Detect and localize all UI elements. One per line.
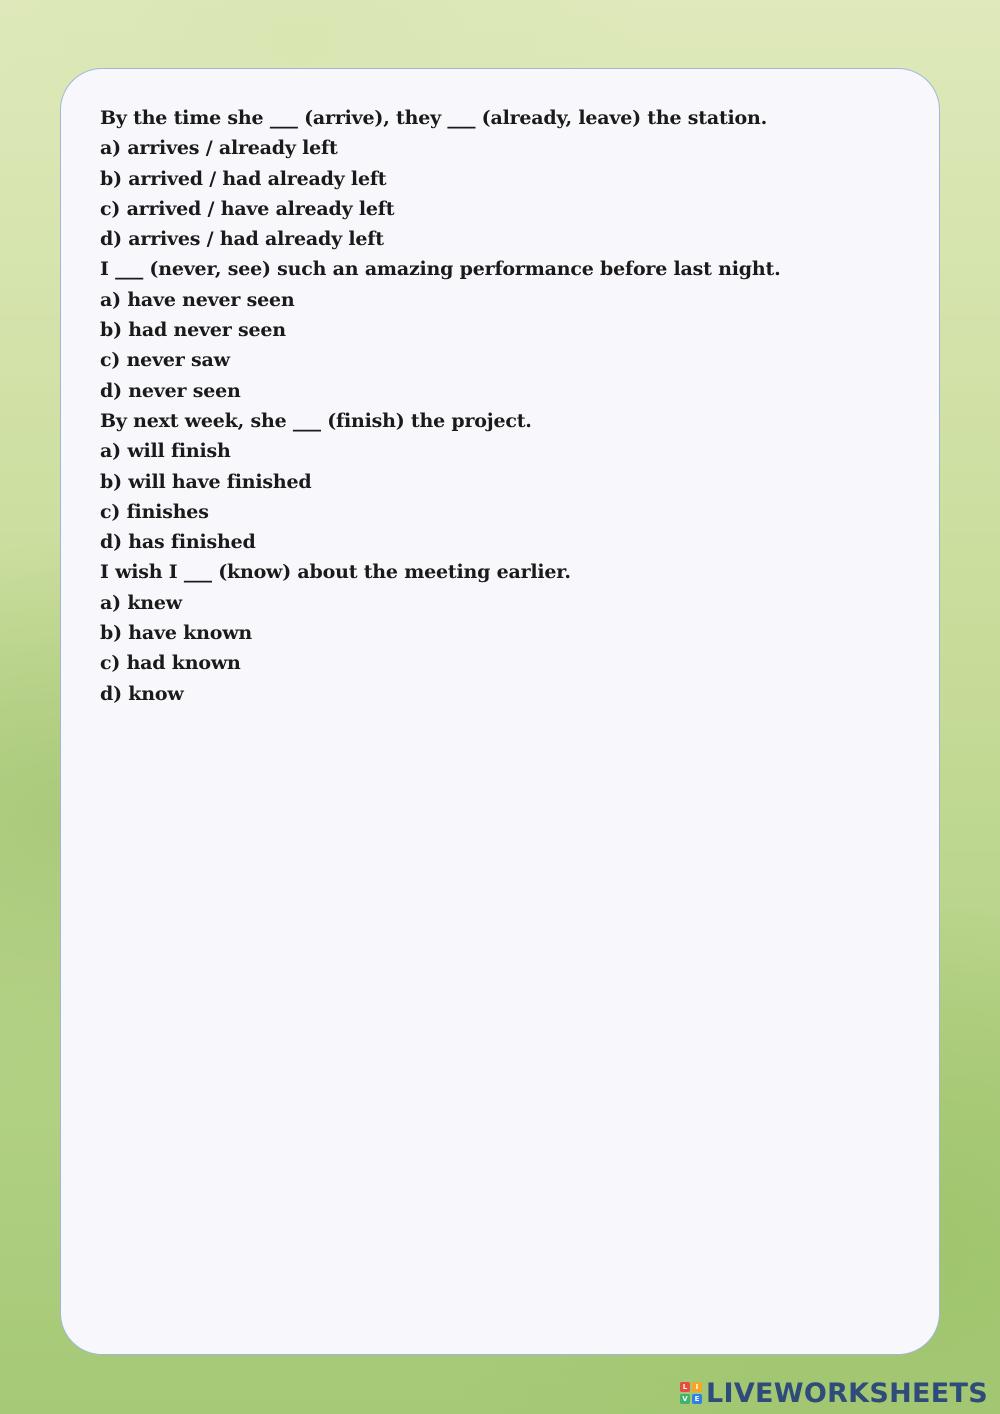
logo-tile-v: V (680, 1394, 690, 1404)
question-4-option-c: c) had known (100, 652, 241, 675)
question-3: By next week, she ___ (finish) the project. (100, 409, 532, 432)
logo-tile-e: E (692, 1394, 702, 1404)
question-3-option-b: b) will have finished (100, 470, 312, 493)
liveworksheets-logo-icon (680, 1382, 702, 1404)
liveworksheets-brand[interactable] (680, 1378, 988, 1408)
question-4: I wish I ___ (know) about the meeting earlier. (100, 561, 571, 584)
question-2-option-a: a) have never seen (100, 288, 295, 311)
question-4-option-d: d) know (100, 682, 184, 705)
question-3-option-a: a) will finish (100, 440, 231, 463)
question-1-option-c: c) arrived / have already left (100, 197, 395, 220)
question-2-option-d: d) never seen (100, 379, 241, 402)
question-1-option-b: b) arrived / had already left (100, 167, 387, 190)
question-4-option-b: b) have known (100, 622, 252, 645)
question-2-option-c: c) never saw (100, 349, 230, 372)
question-2-option-b: b) had never seen (100, 319, 286, 342)
worksheet-content (100, 103, 920, 709)
question-1-option-d: d) arrives / had already left (100, 228, 384, 251)
question-1-option-a: a) arrives / already left (100, 137, 338, 160)
question-1: By the time she ___ (arrive), they ___ (already, leave) the station. (100, 107, 768, 129)
question-3-option-d: d) has finished (100, 531, 256, 554)
question-3-option-c: c) finishes (100, 500, 209, 523)
liveworksheets-wordmark: LIVEWORKSHEETS (705, 1377, 988, 1409)
logo-tile-i: I (692, 1382, 702, 1392)
logo-tile-l: L (680, 1382, 690, 1392)
question-2: I ___ (never, see) such an amazing performance before last night. (100, 258, 781, 281)
question-4-option-a: a) knew (100, 591, 182, 614)
